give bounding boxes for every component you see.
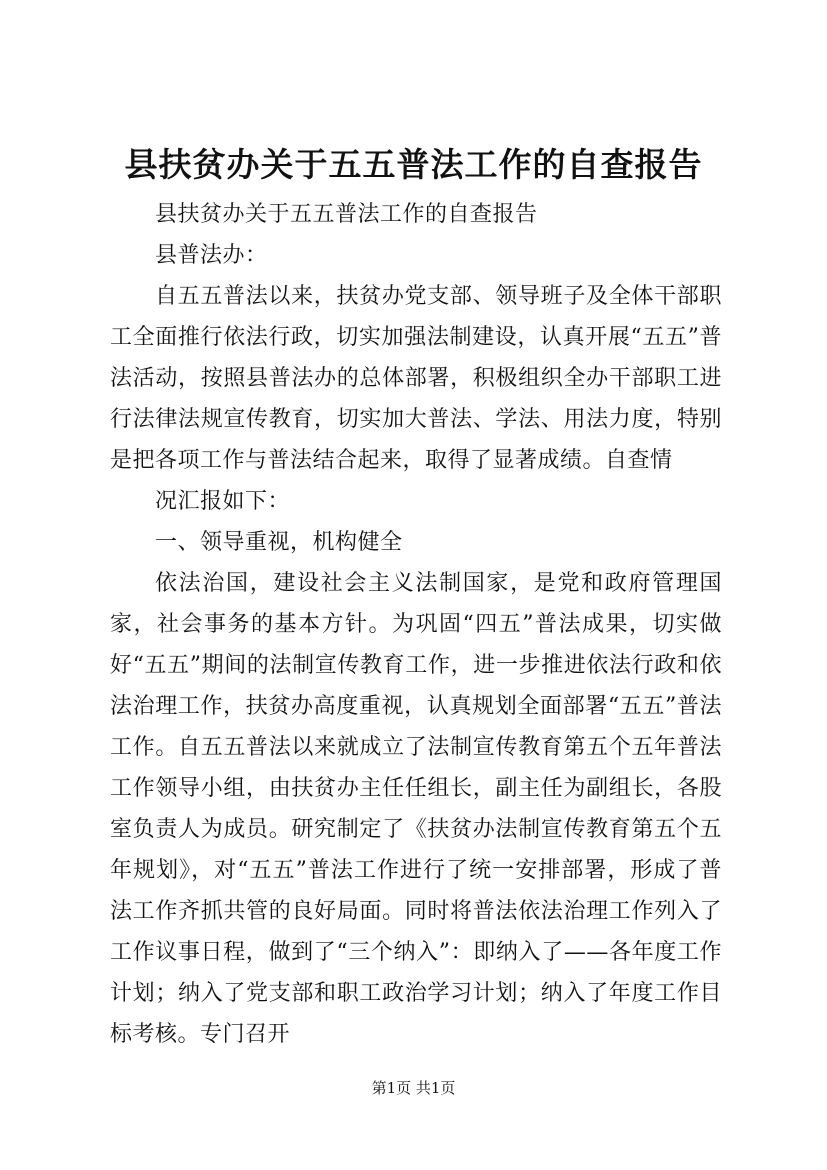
page-footer: 第1页 共1页	[371, 1079, 456, 1097]
document-title: 县扶贫办关于五五普法工作的自查报告	[124, 145, 703, 184]
section-heading: 一、领导重视，机构健全	[155, 530, 403, 555]
document-body	[110, 194, 722, 1055]
subtitle-paragraph: 县扶贫办关于五五普法工作的自查报告	[155, 202, 538, 227]
report-lead-paragraph: 况汇报如下：	[155, 489, 291, 514]
intro-paragraph: 自五五普法以来，扶贫办党支部、领导班子及全体干部职工全面推行依法行政，切实加强法制建设，认真开展“五五”普法活动，按照县普法办的总体部署，积极组织全办干部职工进行法律法规宣传教育，切实加大普法、学法、用法力度，特别是把各项工作与普法结合起来，取得了显著成绩。自查情	[110, 284, 722, 473]
section-body-paragraph: 依法治国，建设社会主义法制国家，是党和政府管理国家，社会事务的基本方针。为巩固“四五”普法成果，切实做好“五五”期间的法制宣传教育工作，进一步推进依法行政和依法治理工作，扶贫办高度重视，认真规划全面部署“五五”普法工作。自五五普法以来就成立了法制宣传教育第五个五年普法工作领导小组，由扶贫办主任任组长，副主任为副组长，各股室负责人为成员。研究制定了《扶贫办法制宣传教育第五个五年规划》，对“五五”普法工作进行了统一安排部署，形成了普法工作齐抓共管的良好局面。同时将普法依法治理工作列入了工作议事日程，做到了“三个纳入”：即纳入了——各年度工作计划；纳入了党支部和职工政治学习计划；纳入了年度工作目标考核。专门召开	[110, 571, 722, 1047]
salutation-paragraph: 县普法办：	[155, 243, 268, 268]
